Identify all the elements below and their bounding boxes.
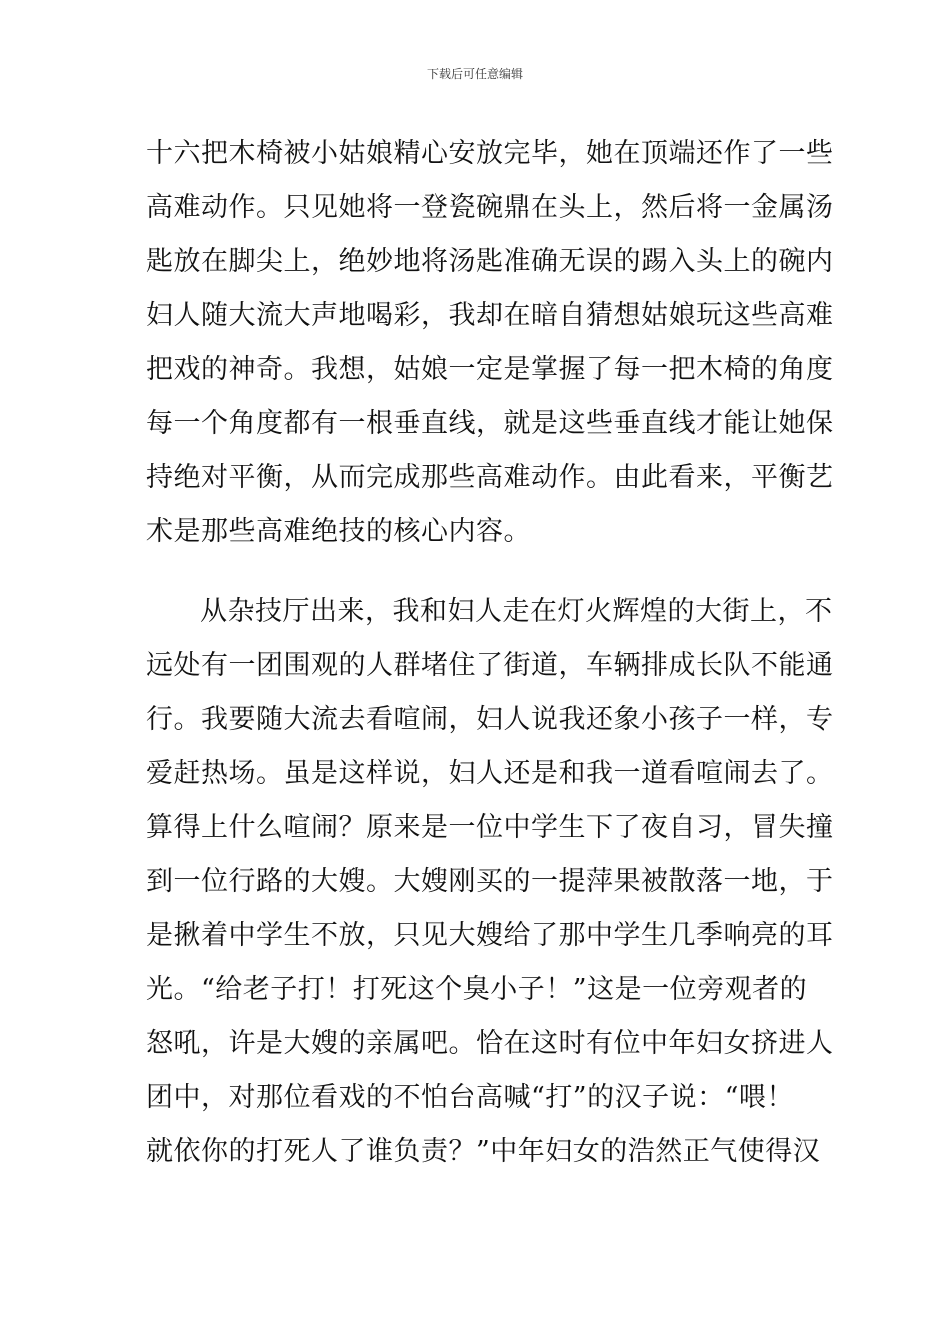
text-line: 高难动作。只见她将一登瓷碗鼎在头上，然后将一金属汤 (146, 192, 834, 223)
text-line: 算得上什么喧闹？原来是一位中学生下了夜自习，冒失撞 (146, 812, 834, 843)
text-line: 就依你的打死人了谁负责？”中年妇女的浩然正气使得汉 (146, 1136, 821, 1167)
paragraph-spacer (146, 559, 806, 585)
text-line: 持绝对平衡，从而完成那些高难动作。由此看来，平衡艺 (146, 462, 834, 493)
text-line: 十六把木椅被小姑娘精心安放完毕，她在顶端还作了一些 (146, 138, 834, 169)
document-body (146, 127, 834, 1179)
page-header-note: 下载后可任意编辑 (426, 67, 523, 81)
text-line: 妇人随大流大声地喝彩，我却在暗自猜想姑娘玩这些高难 (146, 300, 834, 331)
text-line: 匙放在脚尖上，绝妙地将汤匙准确无误的踢入头上的碗内 (146, 246, 834, 277)
text-line: 怒吼，许是大嫂的亲属吧。恰在这时有位中年妇女挤进人 (146, 1028, 834, 1059)
text-line: 每一个角度都有一根垂直线，就是这些垂直线才能让她保 (146, 408, 834, 439)
text-line: 光。“给老子打！打死这个臭小子！”这是一位旁观者的 (146, 974, 808, 1005)
text-line: 爱赶热场。虽是这样说，妇人还是和我一道看喧闹去了。 (146, 758, 834, 789)
paragraph (146, 127, 834, 559)
text-line: 从杂技厅出来，我和妇人走在灯火辉煌的大街上，不 (200, 596, 833, 627)
text-line: 远处有一团围观的人群堵住了街道，车辆排成长队不能通 (146, 650, 834, 681)
text-line: 把戏的神奇。我想，姑娘一定是掌握了每一把木椅的角度 (146, 354, 834, 385)
text-line: 到一位行路的大嫂。大嫂刚买的一提萍果被散落一地，于 (146, 866, 834, 897)
text-line: 行。我要随大流去看喧闹，妇人说我还象小孩子一样，专 (146, 704, 834, 735)
paragraph (146, 585, 834, 1179)
text-line: 术是那些高难绝技的核心内容。 (146, 516, 531, 547)
text-line: 团中，对那位看戏的不怕台高喊“打”的汉子说：“喂！ (146, 1082, 794, 1113)
text-line: 是揪着中学生不放，只见大嫂给了那中学生几季响亮的耳 (146, 920, 834, 951)
